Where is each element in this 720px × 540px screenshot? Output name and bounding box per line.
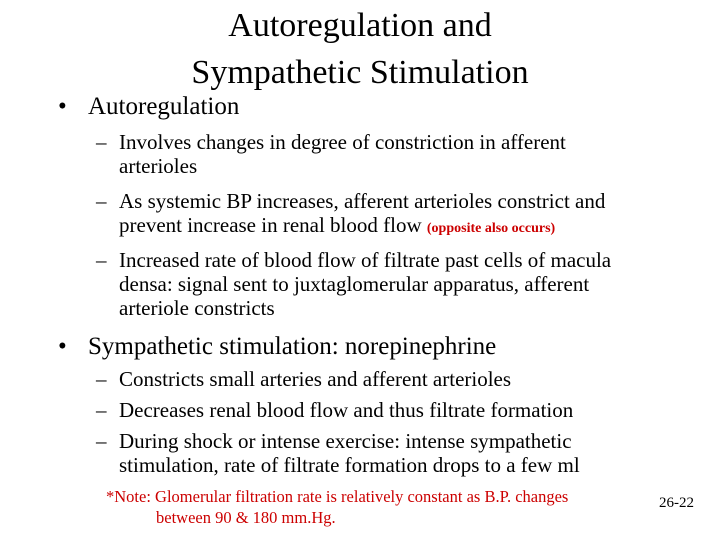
sub-item-dash: –	[96, 398, 107, 422]
slide-title-line-2: Sympathetic Stimulation	[191, 54, 529, 91]
sub-item-dash: –	[96, 189, 107, 213]
sub-item-line-1: Decreases renal blood flow and thus filtrate formation	[119, 398, 574, 422]
slide-number: 26-22	[659, 495, 694, 511]
footnote-line-1: *Note: Glomerular filtration rate is relatively constant as B.P. changes	[106, 487, 569, 506]
sub-item-dash: –	[96, 248, 107, 272]
bullet-text: Sympathetic stimulation: norepinephrine	[88, 333, 497, 360]
sub-item-dash: –	[96, 367, 107, 391]
sub-item-2-2	[96, 398, 573, 422]
sub-item-line-2-text: prevent increase in renal blood flow	[119, 213, 422, 237]
bullet-marker: •	[58, 333, 67, 360]
bullet-text: Autoregulation	[88, 93, 240, 120]
slide-title-line-1: Autoregulation and	[228, 7, 492, 44]
slide-title	[0, 2, 720, 96]
sub-item-2-1	[96, 367, 511, 391]
sub-item-line-2	[96, 213, 605, 241]
bullet-sympathetic	[58, 332, 496, 362]
sub-item-line-1: During shock or intense exercise: intense sympathetic	[119, 429, 572, 453]
sub-item-line-1: As systemic BP increases, afferent arterioles constrict and	[119, 189, 606, 213]
footnote-line-2: between 90 & 180 mm.Hg.	[156, 508, 336, 527]
sub-item-line-2: densa: signal sent to juxtaglomerular apparatus, afferent	[119, 272, 590, 296]
sub-item-2-3	[96, 429, 580, 477]
bullet-marker: •	[58, 93, 67, 120]
footnote	[106, 486, 568, 528]
sub-item-1-2	[96, 189, 605, 241]
sub-item-dash: –	[96, 429, 107, 453]
sub-item-line-3: arteriole constricts	[119, 296, 275, 320]
sub-item-dash: –	[96, 130, 107, 154]
sub-item-line-2: arterioles	[119, 154, 198, 178]
sub-item-line-2: stimulation, rate of filtrate formation drops to a few ml	[119, 453, 580, 477]
opposite-note: (opposite also occurs)	[426, 221, 556, 236]
sub-item-line-1: Increased rate of blood flow of filtrate past cells of macula	[119, 248, 612, 272]
sub-item-line-1: Involves changes in degree of constriction in afferent	[119, 130, 566, 154]
sub-item-1-3	[96, 248, 611, 320]
bullet-autoregulation	[58, 92, 239, 122]
sub-item-line-1: Constricts small arteries and afferent arterioles	[119, 367, 512, 391]
sub-item-1-1	[96, 130, 566, 178]
